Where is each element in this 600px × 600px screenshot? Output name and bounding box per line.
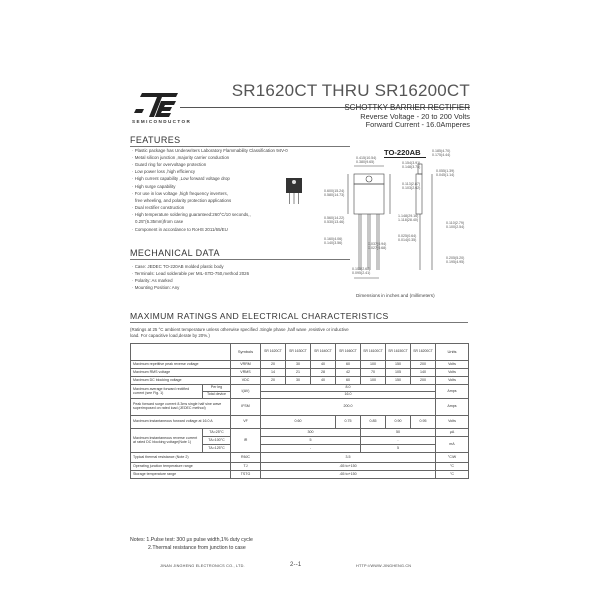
list-item: · Mounting Position: Any	[132, 285, 180, 290]
table-cell: 300	[261, 429, 361, 437]
list-item: · Plastic package has Underwriters Laboratory Flammability Classification 94V-0	[132, 148, 288, 153]
header-cell: SR 1630CT	[286, 344, 311, 361]
dim-label: 0.148(3.74)	[402, 165, 421, 169]
table-cell: 100	[361, 361, 386, 369]
list-item: · Guard ring for overvoltage protection	[132, 162, 207, 167]
dim-label: 0.380(9.65)	[356, 160, 375, 164]
table-cell: 0.85	[361, 416, 386, 429]
table-row	[131, 471, 469, 479]
table-cell: Operating junction temperature range	[131, 463, 231, 471]
package-label: TO-220AB	[384, 148, 421, 157]
table-cell: I(AV)	[231, 385, 261, 399]
table-cell: mA	[436, 437, 469, 453]
mechanical-rule	[130, 259, 350, 260]
table-cell: 200.0	[261, 399, 436, 416]
table-row	[131, 429, 469, 437]
dim-label: 0.100(2.54)	[446, 225, 465, 229]
table-row	[131, 369, 469, 377]
list-item: free wheeling, and polarity protection applications	[135, 198, 232, 203]
table-row	[131, 377, 469, 385]
dim-label: 1.148(29.16)	[398, 214, 419, 218]
list-item: 0.25"(6.35mm)from case	[135, 219, 184, 224]
dimensions-note: Dimensions in inches and (millimeters)	[356, 293, 435, 298]
table-cell: 60	[336, 377, 361, 385]
package-label-underline	[384, 157, 426, 158]
table-cell: 30	[286, 361, 311, 369]
dim-label: 0.154(3.91)	[402, 161, 421, 165]
dim-label: 0.560(14.22)	[324, 216, 345, 220]
dim-label: 0.185(4.70)	[432, 149, 451, 153]
footer-company: JINAN JINGHENG ELECTRONICS CO., LTD.	[160, 564, 245, 568]
table-cell: 70	[361, 369, 386, 377]
table-cell: 40	[311, 361, 336, 369]
table-cell: 150	[386, 361, 411, 369]
dim-label: 0.110(2.79)	[446, 221, 465, 225]
table-cell: 14	[261, 369, 286, 377]
ratings-note: load. For capacitive load,derate by 20%.)	[130, 333, 210, 338]
table-cell: Maximum repetitive peak reverse voltage	[131, 361, 231, 369]
table-cell: 5	[261, 437, 361, 445]
table-cell: VDC	[231, 377, 261, 385]
table-cell: -	[261, 445, 361, 453]
table-cell: VF	[231, 416, 261, 429]
table-cell: TSTG	[231, 471, 261, 479]
dim-label: 0.027(0.68)	[368, 246, 387, 250]
table-cell: 140	[411, 369, 436, 377]
table-cell: 16.0	[261, 392, 436, 399]
dim-label: 0.600(15.24)	[324, 189, 345, 193]
table-row	[131, 399, 469, 416]
table-cell: 20	[261, 361, 286, 369]
dim-label: 0.037(0.94)	[368, 242, 387, 246]
brand-text: SEMICONDUCTOR	[132, 119, 192, 124]
dim-label: 0.580(14.73)	[324, 193, 345, 197]
table-cell: 200	[411, 377, 436, 385]
dim-label: 0.105(2.67)	[352, 267, 371, 271]
header-cell: SR 16150CT	[386, 344, 411, 361]
header-cell: SR 1620CT	[261, 344, 286, 361]
header-cell: Symbols	[231, 344, 261, 361]
dim-label: 0.140(3.56)	[324, 241, 343, 245]
table-cell: 60	[336, 361, 361, 369]
table-cell: TJ	[231, 463, 261, 471]
dim-label: 0.160(4.06)	[324, 237, 343, 241]
company-logo	[134, 93, 178, 117]
table-cell: 28	[311, 369, 336, 377]
table-header-row	[131, 344, 469, 361]
table-cell: Per leg	[203, 385, 231, 392]
table-cell: Storage temperature range	[131, 471, 231, 479]
table-cell: Typical thermal resistance (Note 2)	[131, 453, 231, 463]
table-cell: Amps	[436, 385, 469, 399]
table-cell: Peak forward surge current 8.3ms single half sine wave superimposed on rated load (JEDEC method)	[131, 399, 231, 416]
list-item: · Low power loss ,high efficiency	[132, 169, 196, 174]
table-cell: 200	[411, 361, 436, 369]
dim-label: 0.195(4.95)	[446, 260, 465, 264]
table-cell: -65 to+150	[261, 463, 436, 471]
table-cell: 21	[286, 369, 311, 377]
table-cell: Maximum DC blocking voltage	[131, 377, 231, 385]
table-cell: 0.60	[261, 416, 336, 429]
table-cell: 40	[311, 377, 336, 385]
header-cell: SR 1660CT	[336, 344, 361, 361]
mechanical-heading: MECHANICAL DATA	[130, 248, 220, 258]
list-item: · Case: JEDEC TO-220AB molded plastic body	[132, 264, 224, 269]
dim-label: 0.205(5.20)	[446, 256, 465, 260]
table-cell: 0.75	[336, 416, 361, 429]
list-item: · For use in low voltage ,high frequency inverters,	[132, 191, 228, 196]
forward-current-text: Forward Current - 16.0Amperes	[365, 120, 470, 129]
table-cell: Maximum RMS voltage	[131, 369, 231, 377]
header-cell: Units	[436, 344, 469, 361]
table-cell: 3.5	[261, 453, 436, 463]
table-cell: Total device	[203, 392, 231, 399]
dim-label: 0.113(2.87)	[402, 182, 421, 186]
header-cell	[131, 344, 231, 361]
table-cell: VRRM	[231, 361, 261, 369]
table-cell: Maximum average forward rectified current (see Fig. 1)	[131, 385, 203, 399]
list-item: · Dual rectifier construction	[132, 205, 185, 210]
table-cell: 0.95	[411, 416, 436, 429]
table-cell: Maximum instantaneous forward voltage at 16.0 A	[131, 416, 231, 429]
table-cell: -65 to+150	[261, 471, 436, 479]
table-cell: -	[361, 437, 436, 445]
table-cell: 8.0	[261, 385, 436, 392]
list-item: · Polarity: As marked	[132, 278, 173, 283]
header-cell: SR 16200CT	[411, 344, 436, 361]
table-cell: 5	[361, 445, 436, 453]
ratings-note: (Ratings at 25 °C ambient temperature unless otherwise specified .Single phase ,half wave ,resistive or inductive	[130, 327, 349, 332]
list-item: · Component in accordance to RoHS 2011/65/EU	[132, 227, 228, 232]
table-cell: Maximum instantaneous reverse current at rated DC blocking voltage(Note 1)	[131, 429, 203, 453]
table-row	[131, 385, 469, 392]
footer-url: HTTP://WWW.JINGHENG.CN	[356, 564, 412, 568]
footer-page: 2--1	[290, 562, 302, 568]
table-cell: 20	[261, 377, 286, 385]
table-cell: VRMS	[231, 369, 261, 377]
dim-label: 0.045(1.14)	[436, 173, 455, 177]
dim-label: 0.095(2.41)	[352, 271, 371, 275]
ratings-table	[130, 343, 469, 479]
dim-label: 0.415(10.54)	[356, 156, 377, 160]
table-cell: μA	[436, 429, 469, 437]
table-cell: 105	[386, 369, 411, 377]
header-cell: SR 1640CT	[311, 344, 336, 361]
table-cell: TA=100°C	[203, 437, 231, 445]
list-item: · Metal silicon junction ,majority carrier conduction	[132, 155, 230, 160]
table-cell: °C	[436, 463, 469, 471]
table-cell: Volts	[436, 361, 469, 369]
table-cell: °C/W	[436, 453, 469, 463]
table-cell: IFSM	[231, 399, 261, 416]
features-rule	[130, 146, 350, 147]
table-cell: 100	[361, 377, 386, 385]
dim-label: 1.118(28.40)	[398, 218, 419, 222]
device-photo	[285, 178, 303, 204]
table-row	[131, 361, 469, 369]
table-cell: IR	[231, 429, 261, 453]
dim-label: 0.014(0.35)	[398, 238, 417, 242]
dim-label: 0.175(4.44)	[432, 153, 451, 157]
table-cell: TA=125°C	[203, 445, 231, 453]
table-cell: TA=25°C	[203, 429, 231, 437]
ratings-heading: MAXIMUM RATINGS AND ELECTRICAL CHARACTERISTICS	[130, 311, 389, 321]
page-title: SR1620CT THRU SR16200CT	[231, 81, 470, 100]
table-cell: °C	[436, 471, 469, 479]
table-row	[131, 453, 469, 463]
list-item: · High current capability ,Low forward voltage drop	[132, 176, 230, 181]
table-cell: Volts	[436, 416, 469, 429]
table-cell: Amps	[436, 399, 469, 416]
list-item: · High temperature soldering guaranteed:260°C/10 seconds,,	[132, 212, 251, 217]
features-heading: FEATURES	[130, 135, 181, 145]
reverse-voltage-text: Reverse Voltage - 20 to 200 Volts	[360, 112, 470, 121]
notes-line-1: Notes: 1.Pulse test: 300 μs pulse width,1% duty cycle	[130, 537, 253, 543]
table-cell: 30	[286, 377, 311, 385]
ratings-rule	[130, 322, 468, 323]
dim-label: 0.055(1.39)	[436, 169, 455, 173]
table-cell: 150	[386, 377, 411, 385]
table-cell: Volts	[436, 369, 469, 377]
product-subtitle: SCHOTTKY BARRIER RECTIFIER	[344, 103, 470, 112]
table-cell: Volts	[436, 377, 469, 385]
table-row	[131, 463, 469, 471]
table-cell: RθJC	[231, 453, 261, 463]
list-item: · Terminals: Lead solderable per MIL-STD-750,method 2026	[132, 271, 250, 276]
dim-label: 0.025(0.64)	[398, 234, 417, 238]
list-item: · High surge capability	[132, 184, 176, 189]
table-cell: 42	[336, 369, 361, 377]
notes-line-2: 2.Thermal resistance from junction to case	[148, 545, 246, 551]
table-cell: 50	[361, 429, 436, 437]
header-cell: SR 16100CT	[361, 344, 386, 361]
dim-label: 0.530(13.46)	[324, 220, 345, 224]
table-cell: 0.90	[386, 416, 411, 429]
dim-label: 0.103(2.62)	[402, 186, 421, 190]
table-row	[131, 416, 469, 429]
